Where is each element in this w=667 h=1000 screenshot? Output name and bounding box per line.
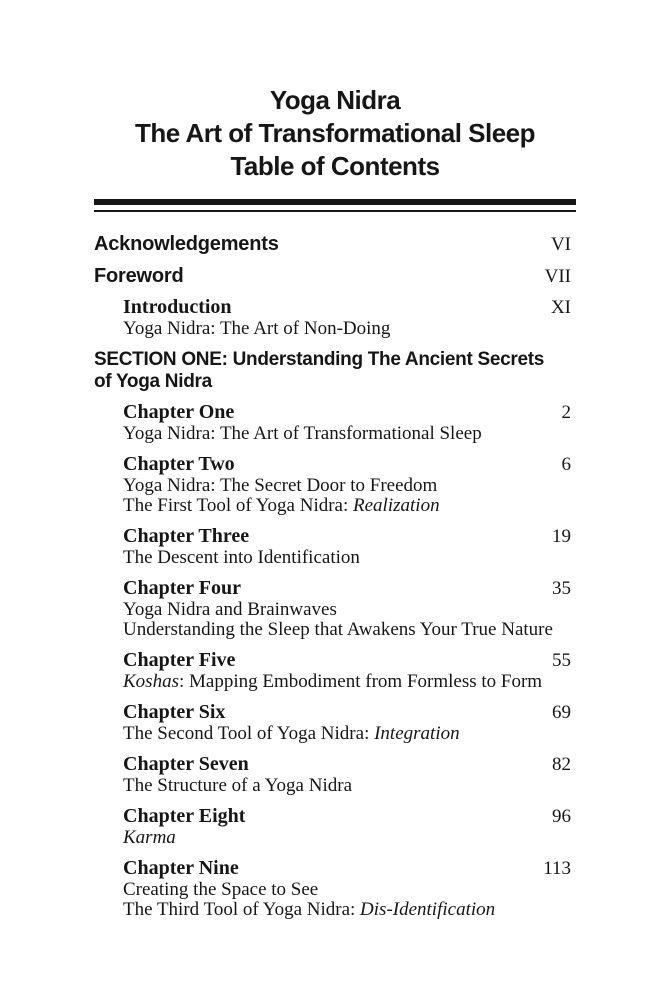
toc-entry-title: Foreword xyxy=(94,265,184,287)
toc-entry-page-number: 35 xyxy=(552,578,571,599)
toc-entry-title: Chapter Five xyxy=(123,649,236,671)
toc-entry-row xyxy=(123,578,576,600)
book-title-line-1: Yoga Nidra xyxy=(269,85,401,115)
toc-entry-page-number: 2 xyxy=(561,402,571,423)
toc-entry-row xyxy=(94,233,576,256)
toc-entry-row xyxy=(123,702,576,724)
toc-entry-page-number: 19 xyxy=(552,526,571,547)
toc-entry-subtitle: Koshas: Mapping Embodiment from Formless to Form xyxy=(123,671,543,692)
toc-entry-chapter-four xyxy=(94,578,576,640)
toc-entry-subtitle: Creating the Space to See xyxy=(123,879,319,900)
book-title-line-2: The Art of Transformational Sleep xyxy=(134,118,536,148)
toc-entry-row xyxy=(123,650,576,672)
toc-entry-page-number: XI xyxy=(550,297,571,318)
toc-entry-row xyxy=(123,454,576,476)
toc-entry-row xyxy=(123,806,576,828)
toc-entry-page-number: 69 xyxy=(552,702,571,723)
toc-entry-chapter-nine xyxy=(94,858,576,920)
toc-entry-subtitle: The Descent into Identification xyxy=(123,547,360,568)
toc-entry-subtitle: Yoga Nidra: The Secret Door to Freedom xyxy=(123,475,438,496)
toc-entry-title: Acknowledgements xyxy=(94,233,279,255)
toc-entry-page-number: VII xyxy=(544,266,571,287)
toc-entry-subtitle: Yoga Nidra: The Art of Non-Doing xyxy=(123,318,391,339)
toc-entry-chapter-five xyxy=(94,650,576,692)
toc-entry-row xyxy=(123,402,576,424)
toc-entry-title: Chapter Two xyxy=(123,453,235,475)
toc-entry-page-number: 82 xyxy=(552,754,571,775)
toc-entry-chapter-three xyxy=(94,526,576,568)
book-title-line-3: Table of Contents xyxy=(230,151,440,181)
toc-entry-chapter-seven xyxy=(94,754,576,796)
table-of-contents xyxy=(94,84,576,930)
toc-section-heading-line: SECTION ONE: Understanding The Ancient Secrets xyxy=(94,349,545,370)
toc-entry-subtitle: The Structure of a Yoga Nidra xyxy=(123,775,353,796)
toc-entry-page-number: 6 xyxy=(561,454,571,475)
toc-entry-chapter-eight xyxy=(94,806,576,848)
toc-entry-page-number: VI xyxy=(550,234,571,255)
double-rule xyxy=(94,199,576,212)
toc-entry-title: Chapter Nine xyxy=(123,857,239,879)
toc-entry-subtitle: The Second Tool of Yoga Nidra: Integration xyxy=(123,723,460,744)
toc-entry-row xyxy=(123,297,576,319)
toc-entry-chapter-two xyxy=(94,454,576,516)
toc-entry-subtitle: Yoga Nidra: The Art of Transformational Sleep xyxy=(123,423,482,444)
toc-entry-subtitle: Understanding the Sleep that Awakens Your True Nature xyxy=(123,619,553,640)
toc-entry-row xyxy=(123,526,576,548)
toc-entry-subtitle: The Third Tool of Yoga Nidra: Dis-Identification xyxy=(123,899,496,920)
toc-entry-row xyxy=(94,265,576,288)
table-of-contents-header xyxy=(94,84,576,183)
toc-entry-title: Chapter Eight xyxy=(123,805,246,827)
toc-entry-page-number: 55 xyxy=(552,650,571,671)
toc-section-heading-line: of Yoga Nidra xyxy=(94,371,212,392)
toc-entry-page-number: 113 xyxy=(543,858,571,879)
toc-entry-title: Chapter Six xyxy=(123,701,226,723)
thick-rule xyxy=(94,199,576,205)
toc-entry-title: Chapter One xyxy=(123,401,235,423)
toc-entry-acknowledgements xyxy=(94,233,576,256)
toc-section-heading xyxy=(94,349,576,393)
thin-rule xyxy=(94,210,576,212)
toc-entry-title: Chapter Four xyxy=(123,577,241,599)
toc-entry-row xyxy=(123,754,576,776)
toc-entry-subtitle: Yoga Nidra and Brainwaves xyxy=(123,599,337,620)
toc-entry-row xyxy=(123,858,576,880)
toc-entry-introduction xyxy=(94,297,576,339)
toc-entry-title: Chapter Three xyxy=(123,525,250,547)
toc-entry-page-number: 96 xyxy=(552,806,571,827)
toc-list xyxy=(94,233,576,920)
toc-entry-title: Chapter Seven xyxy=(123,753,249,775)
toc-entry-subtitle: Karma xyxy=(123,827,176,848)
toc-entry-chapter-six xyxy=(94,702,576,744)
toc-entry-subtitle: The First Tool of Yoga Nidra: Realization xyxy=(123,495,440,516)
toc-entry-chapter-one xyxy=(94,402,576,444)
toc-entry-title: Introduction xyxy=(123,296,232,318)
toc-entry-foreword xyxy=(94,265,576,288)
